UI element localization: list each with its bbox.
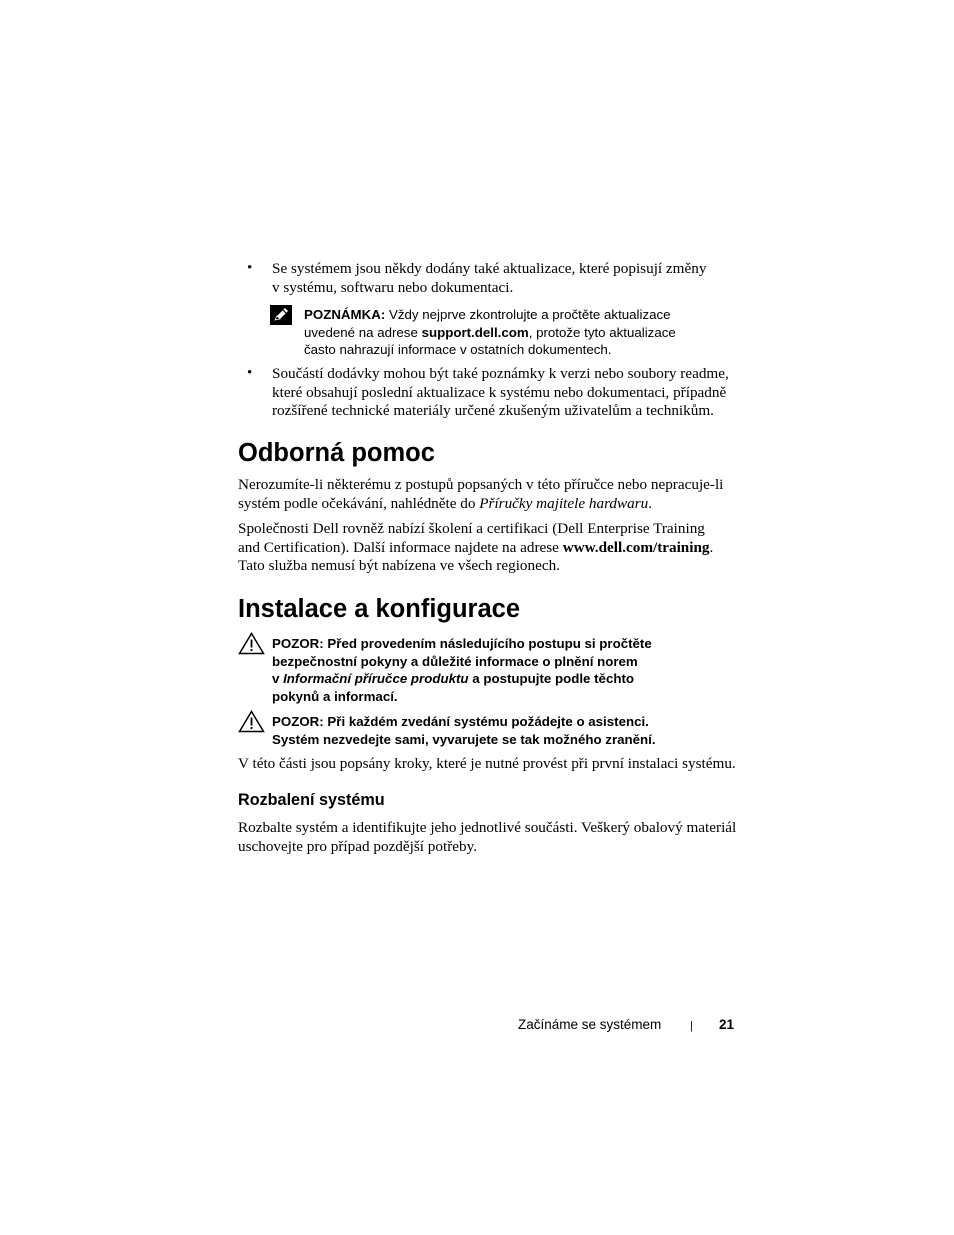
caution-line: pokynů a informací. [272,688,398,704]
note-line: často nahrazují informace v ostatních dokumentech. [304,342,612,358]
paragraph [238,520,713,576]
caution-block [272,635,652,705]
caution-line: POZOR: Před provedením následujícího postupu si pročtěte [272,636,652,651]
caution-line [272,670,652,688]
caution-triangle-icon [238,632,265,655]
caution-text: v [272,671,284,687]
paragraph-line: uschovejte pro případ pozdější potřeby. [238,837,477,855]
bullet-marker: • [247,365,253,381]
note-line [304,306,676,324]
paragraph-text: and Certification). Další informace najdete na adrese [238,538,563,556]
page-number: 21 [719,1017,735,1032]
footer-separator: | [690,1020,693,1032]
note-text: Vždy nejprve zkontrolujte a pročtěte aktualizace [385,307,671,322]
bullet-line: Součástí dodávky mohou být také poznámky k verzi nebo soubory readme, [272,365,729,382]
paragraph [238,476,723,513]
note-text: uvedené na adrese [304,324,422,340]
bullet-marker: • [247,260,253,276]
caution-text: a postupujte podle těchto [468,671,635,687]
caution-block [272,713,656,748]
note-text: , protože tyto aktualizace [528,324,676,340]
paragraph: V této části jsou popsány kroky, které je nutné provést při první instalaci systému. [238,755,736,772]
product-info-guide-reference: Informační příručce produktu [283,671,469,687]
paragraph-line [238,539,713,558]
bullet-item-updates [272,260,706,297]
paragraph-text: . [709,538,714,556]
paragraph-line: Nerozumíte-li některému z postupů popsaných v této příručce nebo nepracuje-li [238,476,724,493]
paragraph-line: Rozbalte systém a identifikujte jeho jednotlivé součásti. Veškerý obalový materiál [238,819,737,836]
paragraph-text: . [648,494,653,512]
bullet-item-readme [272,365,729,421]
caution-line: Systém nezvedejte sami, vyvarujete se tak možného zranění. [272,731,656,747]
footer-chapter-title: Začínáme se systémem [518,1017,662,1032]
note-block [304,306,676,359]
note-label: POZNÁMKA: [304,307,386,322]
note-pencil-icon [270,305,292,325]
training-link[interactable]: www.dell.com/training [562,538,710,556]
note-line [304,324,676,342]
bullet-line: v systému, softwaru nebo dokumentaci. [272,278,514,296]
bullet-line: Se systémem jsou někdy dodány také aktualizace, které popisují změny [272,260,707,277]
bullet-line: které obsahují poslední aktualizace k systému nebo dokumentaci, případně [272,383,727,401]
paragraph [238,819,736,856]
bullet-line: rozšířené technické materiály určené zkušeným uživatelům a technikům. [272,402,714,419]
note-support-link[interactable]: support.dell.com [421,324,529,340]
caution-line: bezpečnostní pokyny a důležité informace o plnění norem [272,653,638,669]
section-heading-odborna-pomoc: Odborná pomoc [238,439,435,467]
paragraph-text: systém podle očekávání, nahlédněte do [238,494,480,512]
section-heading-instalace: Instalace a konfigurace [238,595,521,623]
caution-triangle-icon [238,710,265,733]
hardware-manual-reference: Příručky majitele hardwaru [479,494,649,512]
paragraph-line: Společnosti Dell rovněž nabízí školení a certifikaci (Dell Enterprise Training [238,520,705,537]
caution-line: POZOR: Při každém zvedání systému požádejte o asistenci. [272,714,649,729]
subheading-rozbaleni: Rozbalení systému [238,791,385,809]
paragraph-line: Tato služba nemusí být nabízena ve všech regionech. [238,557,560,574]
paragraph-line [238,495,723,514]
